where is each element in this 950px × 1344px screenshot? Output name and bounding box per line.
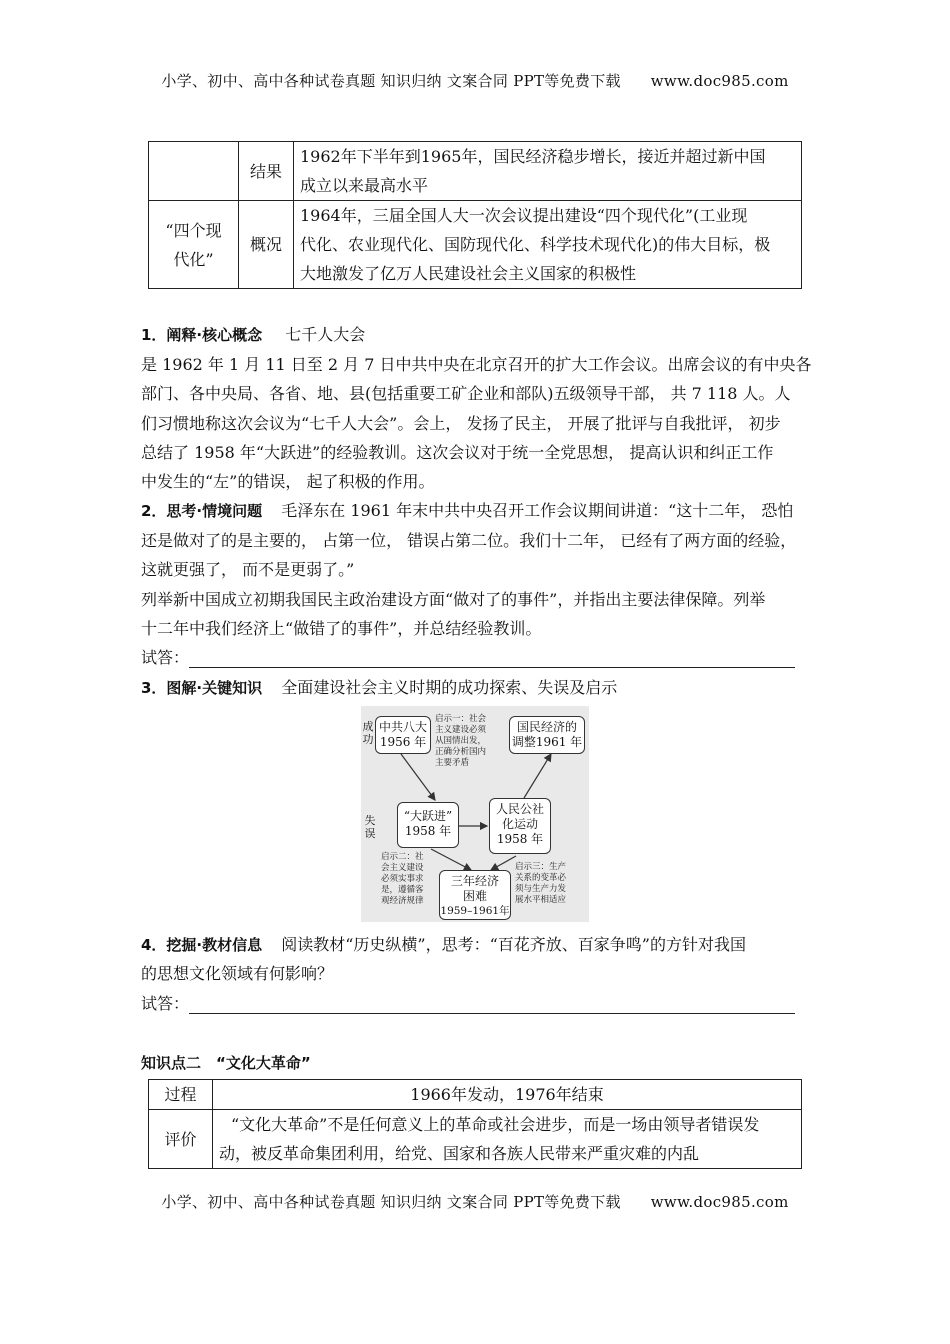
- content-line: “文化大革命”不是任何意义上的革命或社会进步，而是一场由领导者错误发: [231, 1115, 760, 1134]
- paragraph-line: 们习惯地称这次会议为“七千人大会”。会上， 发扬了民主， 开展了批评与自我批评， 初步: [141, 414, 781, 433]
- box-text: 1958 年: [496, 832, 544, 846]
- box-text: 中共八大: [378, 720, 427, 734]
- box-text: 人民公社: [495, 802, 544, 816]
- box-text: 1956 年: [379, 735, 427, 749]
- paragraph-line: 中发生的“左”的错误， 起了积极的作用。: [141, 472, 435, 491]
- arrow-icon: [401, 754, 435, 800]
- table-cell-label: 概况: [239, 201, 294, 289]
- section1-heading: 1．阐释·核心概念: [141, 326, 263, 344]
- section3-heading: 3．图解·关键知识: [141, 679, 263, 697]
- answer-label: 试答：: [141, 994, 190, 1013]
- box-text: 困难: [462, 889, 487, 903]
- box-text: 化运动: [501, 817, 538, 831]
- table-cell-content: [294, 142, 802, 201]
- arrow-icon: [491, 856, 516, 870]
- table-cell-content: 1966年发动，1976年结束: [213, 1080, 802, 1110]
- section2-heading: 2．思考·情境问题: [141, 502, 263, 520]
- answer-blank[interactable]: [189, 651, 795, 668]
- content-line: 代化、农业现代化、国防现代化、科学技术现代化)的伟大目标，极: [300, 235, 771, 254]
- section2-heading-line: [141, 501, 811, 521]
- topic-line: 代化”: [173, 249, 214, 269]
- box-three-year-hardship: [439, 870, 511, 920]
- footer-text: 小学、初中、高中各种试卷真题 知识归纳 文案合同 PPT等免费下载: [161, 1193, 621, 1211]
- page-header: [0, 70, 950, 91]
- table-cell-topic: [149, 201, 239, 289]
- section4-first-line: 阅读教材“历史纵横”，思考：“百花齐放、百家争鸣”的方针对我国: [281, 935, 746, 954]
- section1-topic: 七千人大会: [285, 325, 366, 344]
- answer-line: [141, 648, 811, 668]
- arrow-icon: [431, 849, 471, 870]
- paragraph-line: 是 1962 年 1 月 11 日至 2 月 7 日中共中央在北京召开的扩大工作会议。出席会议的有中央各: [141, 355, 812, 374]
- box-text: 1959–1961年: [440, 905, 510, 917]
- table-cell-label: 过程: [149, 1080, 213, 1110]
- box-eighth-congress: [375, 716, 431, 754]
- box-text: “大跃进”: [403, 809, 453, 823]
- knowledge-diagram: [361, 706, 589, 922]
- header-url[interactable]: www.doc985.com: [650, 72, 789, 90]
- content-line: 动，被反革命集团利用，给党、国家和各族人民带来严重灾难的内乱: [219, 1144, 700, 1163]
- section2-first-line: 毛泽东在 1961 年末中共中央召开工作会议期间讲道：“这十二年， 恐怕: [281, 501, 794, 520]
- topic-line: “四个现: [165, 220, 222, 240]
- footer-url[interactable]: www.doc985.com: [650, 1193, 789, 1211]
- table-row: [149, 1080, 802, 1110]
- label-success: 成功: [362, 720, 374, 746]
- section4-heading-line: [141, 935, 811, 955]
- section4-heading: 4．挖掘·教材信息: [141, 936, 263, 954]
- paragraph-line: 部门、各中央局、各省、地、县(包括重要工矿企业和部队)五级领导干部， 共 7 118 人。人: [141, 384, 791, 403]
- paragraph-line: 这就更强了， 而不是更弱了。”: [141, 560, 355, 579]
- table-cell-label: 评价: [149, 1110, 213, 1169]
- answer-blank[interactable]: [189, 997, 795, 1014]
- box-text: 1958 年: [404, 824, 452, 838]
- section3-topic: 全面建设社会主义时期的成功探索、失误及启示: [281, 678, 618, 697]
- box-text: 三年经济: [450, 874, 499, 888]
- section3-heading-line: [141, 678, 811, 698]
- note-lesson-3: 启示三：生产 关系的变革必 须与生产力发 展水平相适应: [515, 862, 567, 905]
- box-great-leap: [397, 802, 459, 848]
- table-cultural-revolution: [148, 1079, 802, 1169]
- box-text: 调整1961 年: [511, 735, 583, 749]
- table-cell-empty: [149, 142, 239, 201]
- table-cell-content: [294, 201, 802, 289]
- box-text: 国民经济的: [516, 720, 577, 734]
- box-economy-adjustment: [509, 716, 585, 754]
- table-cell-label: 结果: [239, 142, 294, 201]
- content-line: 1964年，三届全国人大一次会议提出建设“四个现代化”(工业现: [300, 206, 748, 225]
- answer-line: [141, 994, 811, 1014]
- note-lesson-1: 启示一：社会 主义建设必须 从国情出发， 正确分析国内 主要矛盾: [435, 714, 487, 768]
- paragraph-line: 列举新中国成立初期我国民主政治建设方面“做对了的事件”，并指出主要法律保障。列举: [141, 590, 766, 609]
- table-modernization: [148, 141, 802, 289]
- label-failure: 失误: [364, 814, 376, 840]
- content-line: 大地激发了亿万人民建设社会主义国家的积极性: [300, 264, 637, 283]
- note-lesson-2: 启示二：社 会主义建设 必须实事求 是，遵循客 观经济规律: [381, 852, 424, 906]
- paragraph-line: 总结了 1958 年“大跃进”的经验教训。这次会议对于统一全党思想， 提高认识和纠正工作: [141, 443, 774, 462]
- answer-label: 试答：: [141, 648, 190, 667]
- table-cell-content: [213, 1110, 802, 1169]
- section1-heading-line: [141, 325, 811, 345]
- paragraph-line: 十二年中我们经济上“做错了的事件”，并总结经验教训。: [141, 619, 542, 638]
- knowledge2-title: 知识点二 “文化大革命”: [141, 1054, 311, 1072]
- arrow-icon: [524, 754, 551, 798]
- content-line: 1962年下半年到1965年，国民经济稳步增长，接近并超过新中国: [300, 147, 766, 166]
- table-row: [149, 142, 802, 201]
- header-text: 小学、初中、高中各种试卷真题 知识归纳 文案合同 PPT等免费下载: [161, 72, 621, 90]
- knowledge2-title-line: [141, 1053, 811, 1073]
- paragraph-line: 还是做对了的是主要的， 占第一位， 错误占第二位。我们十二年， 已经有了两方面的经验，: [141, 531, 797, 550]
- table-row: [149, 201, 802, 289]
- box-peoples-commune: [489, 798, 551, 854]
- paragraph-line: 的思想文化领域有何影响？: [141, 964, 334, 983]
- page-footer: [0, 1191, 950, 1212]
- content-line: 成立以来最高水平: [300, 176, 429, 195]
- table-row: [149, 1110, 802, 1169]
